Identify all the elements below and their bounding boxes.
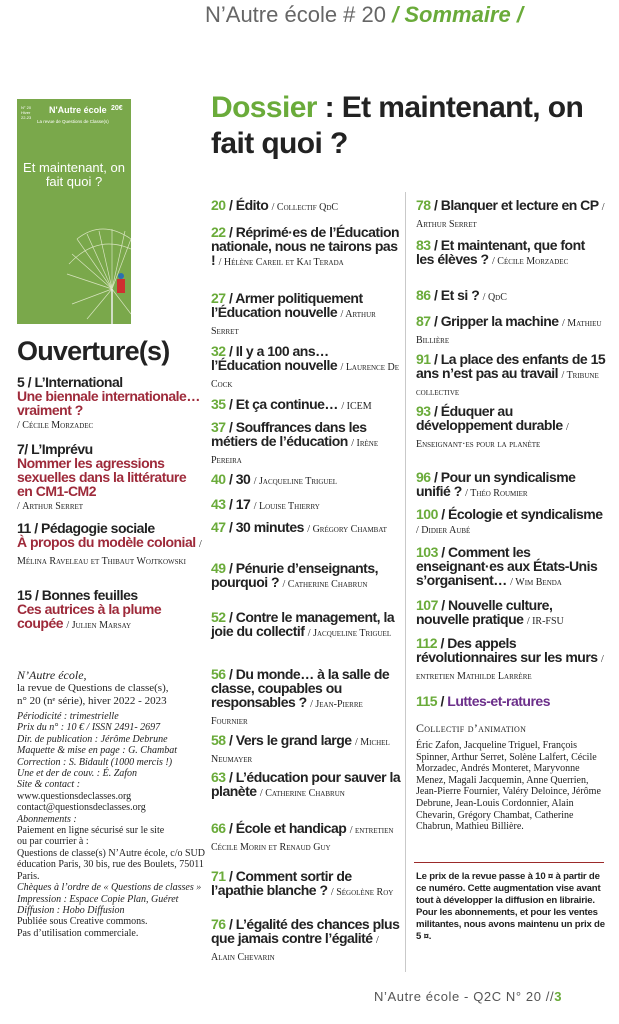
item-author: Arthur Serret [22, 501, 84, 512]
toc-page-number: 32 [211, 343, 226, 359]
toc-entry: 93 / Éduquer au développement durable / Enseignant·es pour la planète [416, 403, 569, 450]
cover-issue-number: N° 20 Hiver 22-23 [21, 105, 32, 120]
toc-author: QdC [487, 292, 507, 303]
figure-red [117, 279, 125, 293]
colophon-line: Diffusion : Hobo Diffusion [17, 904, 125, 916]
item-title: À propos du modèle colonial [17, 534, 196, 550]
cover-logo: N'Autre école [49, 105, 107, 115]
colophon-lines [17, 711, 207, 939]
toc-entry: 87 / Gripper la machine / Mathieu Billière [416, 313, 602, 346]
toc-title: 17 [235, 496, 251, 512]
item-section: Pédagogie sociale [40, 520, 155, 536]
toc-title: Édito [235, 197, 269, 213]
toc-page-number: 87 [416, 313, 431, 329]
dossier-label: Dossier [211, 91, 317, 124]
toc-title: La place des enfants de 15 ans n’est pas au travail [416, 351, 606, 381]
colophon-line: Questions de classe(s) N’Autre école, c/o SUD [17, 847, 206, 859]
toc-page-number: 96 [416, 469, 431, 485]
toc-page-number: 66 [211, 820, 226, 836]
toc-page-number: 37 [211, 419, 226, 435]
colophon-name: N’Autre école, [17, 668, 87, 682]
toc-page-number: 112 [416, 635, 438, 651]
toc-title: Écologie et syndicalisme [448, 506, 603, 522]
ouverture-item: 5 / L’International Une biennale internationale… vraiment ? / Cécile Morzadec [17, 375, 202, 433]
toc-title: Pénurie d’enseignants, pourquoi ? [211, 560, 379, 590]
toc-title: Pour un syndicalisme unifié ? [416, 469, 576, 499]
colophon-line: Périodicité : trimestrielle [17, 711, 119, 722]
colophon-line: Paris. [17, 870, 40, 882]
toc-title: Et si ? [440, 287, 480, 303]
toc-entry: 107 / Nouvelle culture, nouvelle pratique / IR-FSU [416, 597, 564, 627]
toc-page-number: 103 [416, 544, 438, 560]
toc-author: IR-FSU [532, 616, 564, 627]
toc-entry: 112 / Des appels révolutionnaires sur les murs / entretien Mathilde Larrère [416, 635, 604, 682]
toc-page-number: 100 [416, 506, 438, 522]
toc-entry: 43 / 17 / Louise Thierry [211, 496, 320, 512]
page-footer [374, 989, 562, 1004]
toc-title: Du monde… à la salle de classe, coupables ou responsables ? [211, 666, 390, 710]
toc-author: entretien Cécile Morin et Renaud Guy [211, 825, 394, 853]
toc-title: L’égalité des chances plus que jamais contre l’égalité [211, 916, 400, 946]
toc-page-number: 27 [211, 290, 226, 306]
colophon-line: Paiement en ligne sécurisé sur le site [17, 825, 165, 837]
toc-entry: 86 / Et si ? / QdC [416, 287, 507, 303]
toc-title: Armer politiquement l’Éducation nouvelle [211, 290, 363, 320]
toc-entry: 78 / Blanquer et lecture en CP / Arthur Serret [416, 197, 605, 230]
toc-page-number: 86 [416, 287, 431, 303]
toc-entry: 20 / Édito / Collectif QdC [211, 197, 339, 213]
page-header [205, 2, 523, 28]
toc-author: Didier Aubé [421, 525, 471, 536]
collectif [416, 721, 601, 833]
toc-page-number: 49 [211, 560, 226, 576]
dossier-heading: Dossier : Et maintenant, on fait quoi ? [211, 91, 584, 160]
toc-page-number: 71 [211, 868, 226, 884]
toc-author: Enseignant·es pour la planète [416, 439, 541, 450]
toc-entry: 58 / Vers le grand large / Michel Neumayer [211, 732, 390, 765]
toc-page-number: 35 [211, 396, 226, 412]
toc-author: Laurence De Cock [211, 362, 399, 390]
toc-title: Vers le grand large [235, 732, 352, 748]
toc-author: Jacqueline Triguel [259, 476, 338, 487]
colophon-line: Chèques à l’ordre de « Questions de classes » [17, 882, 202, 894]
toc-author: Cécile Morzadec [497, 256, 569, 267]
colophon-line: Site & contact : [17, 779, 81, 791]
column-divider [405, 192, 406, 972]
item-number: 11 [17, 520, 31, 536]
toc-entry: 37 / Souffrances dans les métiers de l’éducation / Irène Pereira [211, 419, 379, 466]
colophon-line: ou par courrier à : [17, 836, 89, 848]
cover-image [17, 99, 131, 324]
cover-title: Et maintenant, on fait quoi ? [23, 160, 125, 189]
toc-title: L’éducation pour sauver la planète [211, 769, 401, 799]
item-author: Julien Marsay [71, 620, 132, 631]
ouverture-item: 11 / Pédagogie sociale À propos du modèle colonial / Mélina Raveleau et Thibaut Wojtkowski [17, 520, 202, 567]
toc-page-number: 56 [211, 666, 226, 682]
toc-page-number: 20 [211, 197, 226, 213]
toc-title: Contre le management, la joie du collectif [211, 609, 395, 639]
toc-title: Souffrances dans les métiers de l’éducation [211, 419, 367, 449]
colophon-line: Prix du n° : 10 € / ISSN 2491- 2697 [17, 722, 161, 734]
toc-entry: 96 / Pour un syndicalisme unifié ? / Théo Roumier [416, 469, 576, 499]
toc-author: Irène Pereira [211, 438, 379, 466]
toc-author: entretien Mathilde Larrère [416, 671, 532, 682]
toc-entry: 63 / L’éducation pour sauver la planète / Catherine Chabrun [211, 769, 401, 799]
item-number: 5 [17, 374, 25, 390]
toc-entry: 35 / Et ça continue… / ICEM [211, 396, 372, 412]
cover-subtitle: La revue de Questions de Classe(s) [37, 119, 109, 124]
ouverture-item: 7/ L’Imprévu Nommer les agressions sexuelles dans la littérature en CM1-CM2 / Arthur Serret [17, 442, 202, 514]
toc-entry: 56 / Du monde… à la salle de classe, coupables ou responsables ? / Jean-Pierre Fournier [211, 666, 390, 727]
colophon-issue: n° 20 (nᵉ série), hiver 2022 - 2023 [17, 695, 167, 707]
toc-author: Michel Neumayer [211, 737, 390, 765]
toc-title: Luttes-et-ratures [447, 693, 551, 709]
toc-page-number: 115 [416, 693, 438, 709]
toc-author: Catherine Chabrun [265, 788, 345, 799]
item-number: 15 [17, 587, 32, 603]
section-label: / Sommaire / [392, 2, 523, 27]
colophon-line: Correction : S. Bidault (1000 mercis !) [17, 756, 173, 768]
item-title: Ces autrices à la plume coupée [17, 601, 162, 631]
toc-entry: 22 / Réprimé·es de l’Éducation nationale, nous ne tairons pas ! / Hélène Careil et Kai Terada [211, 224, 400, 268]
toc-title: Blanquer et lecture en CP [440, 197, 599, 213]
toc-title: Comment les enseignant·es aux États-Unis s’organisent… [416, 544, 598, 588]
colophon-line: Dir. de publication : Jérôme Debrune [17, 733, 168, 745]
item-number: 7 [17, 441, 25, 457]
item-title: Une biennale internationale… vraiment ? [17, 388, 200, 418]
colophon-line: Impression : Espace Copie Plan, Guéret [17, 893, 179, 905]
item-section: Bonnes feuilles [41, 587, 138, 603]
toc-entry: 32 / Il y a 100 ans… l’Éducation nouvelle / Laurence De Cock [211, 343, 399, 390]
colophon-line: Abonnements : [17, 813, 77, 825]
item-author: Mélina Raveleau et Thibaut Wojtkowski [17, 556, 186, 567]
toc-title: Réprimé·es de l’Éducation nationale, nous ne tairons pas ! [211, 224, 400, 268]
toc-page-number: 107 [416, 597, 438, 613]
toc-author: Mathieu Billière [416, 318, 602, 346]
toc-page-number: 40 [211, 471, 226, 487]
toc-author: Louise Thierry [259, 501, 320, 512]
toc-author: Tribune collective [416, 370, 599, 398]
toc-title: Éduquer au développement durable [416, 403, 563, 433]
colophon-line[interactable]: www.questionsdeclasses.org [17, 790, 132, 802]
toc-entry: 66 / École et handicap / entretien Cécile Morin et Renaud Guy [211, 820, 394, 853]
journal-title: N’Autre école # 20 [205, 2, 386, 27]
toc-title: École et handicap [235, 820, 347, 836]
toc-entry: 76 / L’égalité des chances plus que jamais contre l’égalité / Alain Chevarin [211, 916, 400, 963]
toc-author: Wim Benda [515, 577, 562, 588]
item-section: L’Imprévu [31, 441, 93, 457]
item-section: L’International [34, 374, 123, 390]
toc-author: ICEM [346, 401, 372, 412]
toc-author: Collectif QdC [276, 202, 339, 213]
toc-title: Gripper la machine [440, 313, 559, 329]
footer-text: N’Autre école - Q2C N° 20 // [374, 989, 555, 1004]
toc-title: 30 minutes [235, 519, 304, 535]
toc-page-number: 93 [416, 403, 431, 419]
toc-entry: 47 / 30 minutes / Grégory Chambat [211, 519, 387, 535]
toc-page-number: 91 [416, 351, 431, 367]
toc-entry: 71 / Comment sortir de l’apathie blanche ? / Ségolène Roy [211, 868, 394, 898]
toc-entry: 49 / Pénurie d’enseignants, pourquoi ? / Catherine Chabrun [211, 560, 379, 590]
toc-author: Grégory Chambat [312, 524, 387, 535]
toc-entry: 52 / Contre le management, la joie du collectif / Jacqueline Triguel [211, 609, 395, 639]
colophon-line: Pas d’utilisation commerciale. [17, 927, 139, 939]
price-note: Le prix de la revue passe à 10 ¤ à partir de ce numéro. Cette augmentation vise avant tout à développer la diffusion en librairie. Pour les abonnements, et pour les ventes militantes, nous avons maintenu un prix de 5 ¤. [416, 871, 605, 942]
toc-author: Ségolène Roy [336, 887, 394, 898]
colophon-line: Maquette & mise en page : G. Chambat [17, 745, 177, 757]
toc-page-number: 83 [416, 237, 431, 253]
colophon-line: Une et der de couv. : É. Zafon [17, 768, 138, 780]
colophon-desc: la revue de Questions de classe(s), [17, 682, 169, 694]
toc-entry: 83 / Et maintenant, que font les élèves ? / Cécile Morzadec [416, 237, 585, 267]
cover-price: 20€ [111, 105, 123, 112]
dossier-title: Et maintenant, on fait quoi ? [211, 91, 584, 160]
toc-page-number: 22 [211, 224, 226, 240]
ouverture-heading: Ouverture(s) [17, 336, 170, 366]
colophon-line: éducation Paris, 30 bis, rue des Boulets, 75011 [17, 859, 204, 871]
divider [414, 862, 604, 863]
toc-page-number: 63 [211, 769, 226, 785]
item-author: Cécile Morzadec [22, 420, 94, 431]
toc-author: Alain Chevarin [211, 952, 275, 963]
toc-title: Nouvelle culture, nouvelle pratique [416, 597, 553, 627]
toc-entry: 40 / 30 / Jacqueline Triguel [211, 471, 338, 487]
toc-title: Et ça continue… [235, 396, 338, 412]
toc-title: Des appels révolutionnaires sur les murs [416, 635, 598, 665]
toc-author: Catherine Chabrun [287, 579, 368, 590]
toc-page-number: 58 [211, 732, 226, 748]
toc-page-number: 43 [211, 496, 226, 512]
toc-page-number: 78 [416, 197, 431, 213]
item-title: Nommer les agressions sexuelles dans la littérature en CM1-CM2 [17, 455, 187, 499]
colophon-line: Publiée sous Creative commons. [17, 916, 148, 928]
toc-entry: 91 / La place des enfants de 15 ans n’est pas au travail / Tribune collective [416, 351, 606, 398]
toc-author: Théo Roumier [470, 488, 528, 499]
colophon [17, 668, 207, 939]
colophon-line[interactable]: contact@questionsdeclasses.org [17, 802, 146, 814]
toc-page-number: 52 [211, 609, 226, 625]
collectif-names: Éric Zafon, Jacqueline Triguel, François Spinner, Arthur Serret, Solène Lalfert, Cécile Morzadec, Andrés Monteret, Maryvonne Menez, Magali Jacquemin, Anne Querrien, Jean-Pierre Fournier, Valéry Deloince, Jérôme Debrune, Jean-Louis Cordonnier, Alain Chevarin, Grégory Chambat, Catherine Chabrun, Mathieu Billière. [416, 740, 601, 833]
toc-title: 30 [235, 471, 251, 487]
toc-page-number: 76 [211, 916, 226, 932]
ouverture-item: 15 / Bonnes feuilles Ces autrices à la plume coupée / Julien Marsay [17, 587, 162, 631]
toc-entry: 115 / Luttes-et-ratures [416, 693, 551, 709]
windmill-illustration [17, 99, 131, 324]
toc-title: Comment sortir de l’apathie blanche ? [211, 868, 352, 898]
toc-page-number: 47 [211, 519, 226, 535]
collectif-title: Collectif d’animation [416, 721, 527, 735]
toc-title: Et maintenant, que font les élèves ? [416, 237, 585, 267]
toc-author: Arthur Serret [416, 219, 477, 230]
toc-title: Il y a 100 ans… l’Éducation nouvelle [211, 343, 338, 373]
toc-entry: 103 / Comment les enseignant·es aux États-Unis s’organisent… / Wim Benda [416, 544, 598, 588]
toc-author: Jean-Pierre Fournier [211, 699, 363, 727]
page-number: 3 [554, 989, 563, 1004]
toc-entry: 100 / Écologie et syndicalisme / Didier Aubé [416, 506, 603, 536]
toc-entry: 27 / Armer politiquement l’Éducation nouvelle / Arthur Serret [211, 290, 376, 337]
toc-author: Hélène Careil et Kai Terada [223, 257, 344, 268]
toc-author: Jacqueline Triguel [313, 628, 392, 639]
toc-author: Arthur Serret [211, 309, 376, 337]
